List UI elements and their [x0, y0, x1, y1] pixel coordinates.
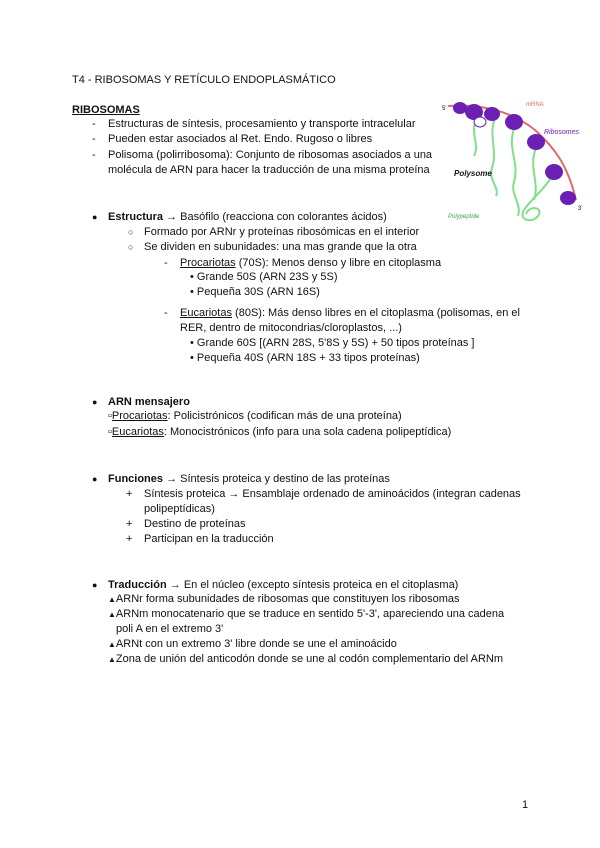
ribosome	[505, 114, 523, 130]
list-item: Pueden estar asociados al Ret. Endo. Rugoso o libres	[108, 133, 373, 145]
eucariotas-line	[180, 306, 520, 320]
eucariotas-text: : Monocistrónicos (info para una sola cadena polipeptídica)	[163, 426, 452, 438]
dash-bullet: -	[92, 118, 96, 130]
dash-bullet: -	[164, 257, 168, 269]
list-item-continuation: polipeptídicas)	[144, 503, 215, 515]
circle-bullet: ○	[128, 242, 134, 252]
sub-item-text: Pequeña 30S (ARN 16S)	[196, 286, 320, 298]
ribosome	[527, 134, 545, 150]
list-item: Se dividen en subunidades: una mas grande que la otra	[144, 241, 417, 253]
list-item-continuation: RER, dentro de mitocondrias/cloroplastos, ...)	[180, 322, 402, 334]
sub-item: • Grande 50S (ARN 23S y 5S)	[190, 271, 338, 283]
figure-label-3prime: 3'	[578, 206, 583, 212]
page-number: 1	[522, 799, 529, 811]
bullet-dot: ●	[92, 580, 98, 590]
bullet-dot: ●	[92, 474, 98, 484]
estructura-heading-line	[108, 210, 387, 224]
funciones-heading-line	[108, 472, 390, 486]
sub-item: • Pequeña 40S (ARN 18S + 33 tipos proteínas)	[190, 352, 420, 364]
list-item: ▲ARNm monocatenario que se traduce en sentido 5'-3', apareciendo una cadena	[108, 608, 505, 620]
dash-bullet: -	[92, 133, 96, 145]
plus-bullet: +	[126, 533, 133, 545]
traduccion-heading: Traducción	[108, 579, 167, 591]
arrow-glyph: →	[169, 579, 181, 591]
plus-bullet: +	[126, 518, 133, 530]
ribosome	[453, 102, 467, 114]
procariotas-text: : Policistrónicos (codifican más de una proteína)	[167, 410, 402, 422]
eucariotas-label: Eucariotas	[180, 307, 232, 319]
polypeptide-chain	[491, 118, 497, 196]
ribosome	[545, 164, 563, 180]
figure-label-polypeptide: Polypeptide	[448, 214, 480, 220]
arrow-glyph: →	[166, 211, 178, 223]
section-heading-ribosomas: RIBOSOMAS	[72, 104, 140, 116]
arnm-procariotas-line: ▫Procariotas: Policistrónicos (codifican más de una proteína)	[108, 410, 402, 422]
eucariotas-text: (80S): Más denso libres en el citoplasma (polisomas, en el	[231, 307, 520, 319]
bullet-dot: ●	[92, 212, 98, 222]
list-item-text: Zona de unión del anticodón donde se une al codón complementario del ARNm	[115, 653, 504, 665]
ribosome	[484, 107, 500, 121]
sub-item-text: Pequeña 40S (ARN 18S + 33 tipos proteínas)	[196, 352, 420, 364]
sub-item-text: Grande 50S (ARN 23S y 5S)	[196, 271, 338, 283]
estructura-description: Basófilo (reacciona con colorantes ácidos)	[180, 211, 387, 223]
polysome-figure	[440, 96, 590, 228]
plus-bullet: +	[126, 488, 133, 500]
estructura-heading: Estructura	[108, 211, 164, 223]
list-item-text: ARNm monocatenario que se traduce en sentido 5'-3', apareciendo una cadena	[115, 608, 505, 620]
procariotas-line	[180, 256, 441, 270]
list-item: Polisoma (polirribosoma): Conjunto de ribosomas asociados a una	[108, 149, 433, 161]
page-title: T4 - RIBOSOMAS Y RETÍCULO ENDOPLASMÁTICO	[72, 74, 336, 86]
funciones-description: Síntesis proteica y destino de las proteínas	[180, 473, 390, 485]
sub-item: • Pequeña 30S (ARN 16S)	[190, 286, 320, 298]
list-item-text: ARNr forma subunidades de ribosomas que constituyen los ribosomas	[115, 593, 460, 605]
arnm-heading: ARN mensajero	[108, 396, 190, 408]
sub-item: • Grande 60S [(ARN 28S, 5'8S y 5S) + 50 tipos proteínas ]	[190, 337, 475, 349]
list-item: Destino de proteínas	[144, 518, 246, 530]
list-item: Síntesis proteica → Ensamblaje ordenado de aminoácidos (integran cadenas	[144, 488, 521, 500]
list-item: Estructuras de síntesis, procesamiento y transporte intracelular	[108, 118, 416, 130]
ribosome-subunit	[474, 117, 486, 127]
eucariotas-label: Eucariotas	[111, 426, 164, 438]
dash-bullet: -	[164, 307, 168, 319]
list-item-text: ARNt con un extremo 3' libre donde se une el aminoácido	[115, 638, 397, 650]
procariotas-label: Procariotas	[111, 410, 168, 422]
procariotas-text: (70S): Menos denso y libre en citoplasma	[235, 257, 442, 269]
list-item: Participan en la traducción	[144, 533, 274, 545]
arrow-glyph: →	[166, 473, 178, 485]
polypeptide-chain	[512, 126, 519, 216]
figure-label-ribosomes: Ribosomes	[544, 129, 580, 136]
list-item: ▲ARNt con un extremo 3' libre donde se une el aminoácido	[108, 638, 397, 650]
procariotas-label: Procariotas	[180, 257, 236, 269]
list-item: ▲ARNr forma subunidades de ribosomas que constituyen los ribosomas	[108, 593, 460, 605]
ribosome	[560, 191, 576, 205]
figure-label-mrna: mRNA	[526, 102, 544, 108]
list-item: Formado por ARNr y proteínas ribosómicas en el interior	[144, 226, 420, 238]
traduccion-heading-line	[108, 578, 458, 592]
sub-item-text: Grande 60S [(ARN 28S, 5'8S y 5S) + 50 tipos proteínas ]	[196, 337, 475, 349]
arnm-eucariotas-line: ▫Eucariotas: Monocistrónicos (info para una sola cadena polipeptídica)	[108, 426, 452, 438]
circle-bullet: ○	[128, 227, 134, 237]
list-item: ▲Zona de unión del anticodón donde se une al codón complementario del ARNm	[108, 653, 504, 665]
list-item-continuation: poli A en el extremo 3'	[116, 623, 224, 635]
figure-label-polysome: Polysome	[454, 169, 492, 178]
dash-bullet: -	[92, 149, 96, 161]
traduccion-description: En el núcleo (excepto síntesis proteica en el citoplasma)	[183, 579, 459, 591]
list-item-continuation: molécula de ARN para hacer la traducción de una misma proteína	[108, 164, 430, 176]
polypeptide-chain	[523, 176, 552, 220]
bullet-dot: ●	[92, 397, 98, 407]
figure-label-5prime: 5'	[442, 106, 447, 112]
funciones-heading: Funciones	[108, 473, 164, 485]
polypeptide-chain	[533, 148, 536, 200]
